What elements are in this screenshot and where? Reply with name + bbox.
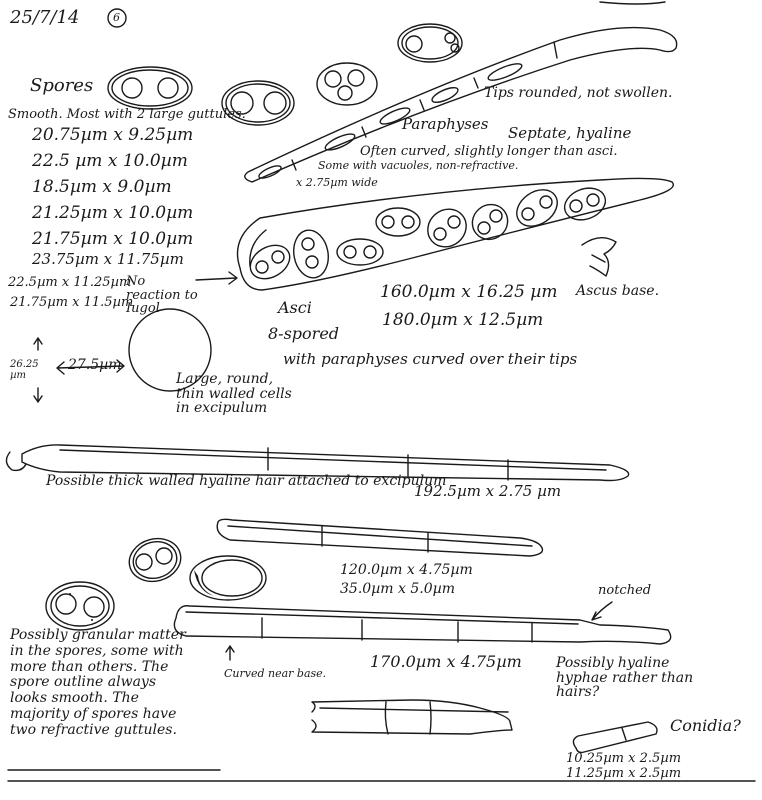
paraphyses-desc-septate: Septate, hyaline xyxy=(508,124,632,142)
conidia-size-1: 10.25µm x 2.5µm xyxy=(566,751,682,766)
spore-measurement: 22.5 µm x 10.0µm xyxy=(32,151,188,171)
cell-width-label: 27.5µm xyxy=(68,357,122,373)
page-number: 6 xyxy=(113,11,120,24)
conidia-label: Conidia? xyxy=(670,716,741,735)
paraphyses-label: Paraphyses xyxy=(402,115,489,133)
asci-spored: 8-spored xyxy=(268,324,340,343)
asci-note: with paraphyses curved over their tips xyxy=(283,350,578,368)
spore-drawing-7 xyxy=(46,582,114,630)
paraphyses-tips-note: Tips rounded, not swollen. xyxy=(484,85,673,101)
spores-subtitle: Smooth. Most with 2 large guttules. xyxy=(8,107,246,122)
cell-height-label: 26.25 µm xyxy=(10,359,39,381)
spore-measurement: 23.75µm x 11.75µm xyxy=(32,250,184,268)
curved-base-label: Curved near base. xyxy=(224,667,327,680)
hypha-size-3: 170.0µm x 4.75µm xyxy=(370,652,522,671)
spore-drawing-3 xyxy=(317,63,377,105)
spore-measurement: 21.75µm x 10.0µm xyxy=(32,229,194,249)
cells-description: Large, round, thin walled cells in excipulum xyxy=(176,371,292,417)
hair-size: 192.5µm x 2.75 µm xyxy=(414,482,562,500)
page-date: 25/7/14 xyxy=(10,7,80,28)
ascus-base-drawing xyxy=(582,238,616,276)
hyphae-note: Possibly hyaline hyphae rather than hairs? xyxy=(556,655,694,701)
granular-matter-note: Possibly granular matter in the spores, some with more than others. The spore outline always looks smooth. The majority of spores have two refractive guttules. xyxy=(10,627,186,738)
ascus-drawing xyxy=(238,178,674,290)
spore-measurement: 22.5µm x 11.25µm xyxy=(8,275,132,290)
spore-measurement: 20.75µm x 9.25µm xyxy=(32,125,194,145)
conidium-drawing xyxy=(573,722,657,753)
asci-size-1: 160.0µm x 16.25 µm xyxy=(380,282,558,302)
hypha-size-2: 35.0µm x 5.0µm xyxy=(340,581,455,597)
arrow-to-ascus xyxy=(196,272,237,284)
notched-label: notched xyxy=(598,583,652,598)
hypha-drawing-1 xyxy=(217,519,542,556)
ascus-base-label: Ascus base. xyxy=(576,283,660,299)
paraphyses-desc-curved: Often curved, slightly longer than asci. xyxy=(360,144,618,159)
paraphyses-width: x 2.75µm wide xyxy=(296,176,378,189)
top-edge-scribble xyxy=(600,2,665,4)
spores-title: Spores xyxy=(30,75,94,96)
spore-drawing-5 xyxy=(124,533,185,587)
fragment-drawing xyxy=(312,700,512,734)
hair-description: Possible thick walled hyaline hair attached to excipulum xyxy=(46,473,447,489)
asci-label: Asci xyxy=(278,298,312,317)
spore-drawing-4 xyxy=(398,24,462,62)
paraphyses-desc-vacuoles: Some with vacuoles, non-refractive. xyxy=(318,159,519,172)
asci-size-2: 180.0µm x 12.5µm xyxy=(382,310,544,330)
hypha-size-1: 120.0µm x 4.75µm xyxy=(340,562,473,578)
reaction-note: No reaction to Iugol xyxy=(126,274,198,317)
spore-drawing-6 xyxy=(190,556,266,600)
spore-measurement: 21.75µm x 11.5µm xyxy=(10,295,134,310)
spore-drawing-1 xyxy=(108,67,192,109)
spore-measurement: 18.5µm x 9.0µm xyxy=(32,177,172,197)
spore-measurement: 21.25µm x 10.0µm xyxy=(32,203,194,223)
conidia-size-2: 11.25µm x 2.5µm xyxy=(566,766,682,781)
